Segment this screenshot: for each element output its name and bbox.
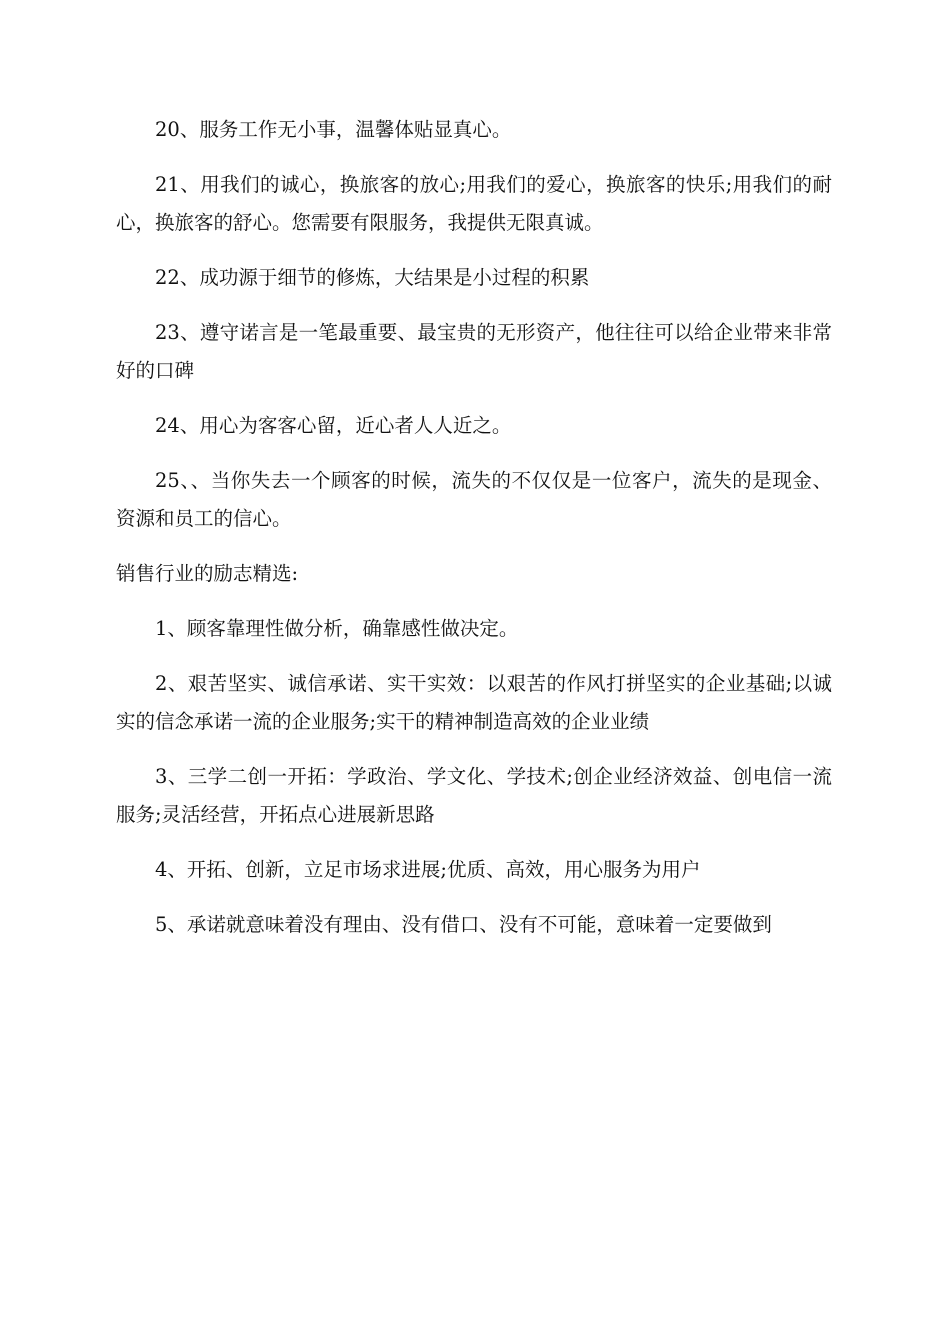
section-heading: 销售行业的励志精选: [116,562,299,585]
paragraph-25: 25、、当你失去一个顾客的时候，流失的不仅仅是一位客户，流失的是现金、资源和员工的信心。 [116,469,832,530]
paragraph-24: 24、用心为客客心留，近心者人人近之。 [155,414,512,437]
paragraph-23: 23、遵守诺言是一笔最重要、最宝贵的无形资产，他往往可以给企业带来非常好的口碑 [116,321,832,382]
paragraph-22: 22、成功源于细节的修炼，大结果是小过程的积累 [155,266,590,289]
paragraph-sales-4: 4、开拓、创新，立足市场求进展;优质、高效，用心服务为用户 [155,858,701,881]
paragraph-21: 21、用我们的诚心，换旅客的放心;用我们的爱心，换旅客的快乐;用我们的耐心，换旅客的舒心。您需要有限服务，我提供无限真诚。 [116,173,832,234]
document-body [116,111,832,961]
paragraph-sales-5: 5、承诺就意味着没有理由、没有借口、没有不可能，意味着一定要做到 [155,913,772,936]
paragraph-sales-2: 2、艰苦坚实、诚信承诺、实干实效：以艰苦的作风打拼坚实的企业基础;以诚实的信念承诺一流的企业服务;实干的精神制造高效的企业业绩 [116,672,832,733]
paragraph-20: 20、服务工作无小事，温馨体贴显真心。 [155,118,512,141]
paragraph-sales-3: 3、三学二创一开拓：学政治、学文化、学技术;创企业经济效益、创电信一流服务;灵活经营，开拓点心进展新思路 [116,765,832,826]
paragraph-sales-1: 1、顾客靠理性做分析，确靠感性做决定。 [155,617,519,640]
